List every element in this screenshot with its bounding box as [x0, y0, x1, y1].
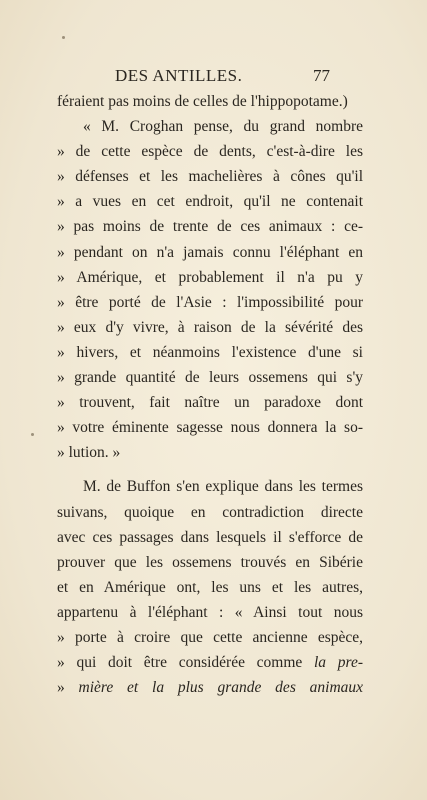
text-line	[57, 650, 363, 675]
text-line	[57, 164, 363, 189]
text-line	[57, 139, 363, 164]
text-line	[57, 340, 363, 365]
text-line-content: » trouvent, fait naître un paradoxe dont	[57, 394, 363, 412]
text-line	[57, 625, 363, 650]
text-line-content: » porte à croire que cette ancienne espèce,	[57, 628, 363, 646]
text-line-content: » qui doit être considérée comme	[57, 654, 303, 672]
text-line-content: »	[57, 679, 79, 697]
text-line-content: » pendant on n'a jamais connu l'éléphant en	[57, 243, 363, 261]
italic-text: mière et la plus grande des animaux	[78, 679, 363, 697]
text-line-content: » défenses et les machelières à cônes qu'il	[57, 168, 363, 186]
text-line-content: » votre éminente sagesse nous donnera la so-	[57, 419, 363, 437]
text-line-content: et en Amérique ont, les uns et les autres,	[57, 578, 363, 596]
text-line-content: « M. Croghan pense, du grand nombre	[83, 118, 363, 136]
text-line	[57, 214, 363, 239]
text-line-content: prouver que les ossemens trouvés en Sibérie	[57, 553, 363, 571]
text-line	[57, 290, 363, 315]
text-line-content: » grande quantité de leurs ossemens qui s'y	[57, 369, 363, 387]
text-line	[57, 189, 363, 214]
ink-spot	[62, 36, 65, 39]
text-line	[57, 575, 363, 600]
text-line-content: » eux d'y vivre, à raison de la sévérité des	[57, 318, 363, 336]
text-line-content: » être porté de l'Asie : l'impossibilité pour	[57, 293, 363, 311]
text-line	[57, 550, 363, 575]
text-line-content: suivans, quoique en contradiction directe	[57, 503, 363, 521]
text-line-content: » lution. »	[57, 444, 121, 462]
paragraph-gap	[57, 465, 363, 474]
text-line-content: » hivers, et néanmoins l'existence d'une si	[57, 343, 363, 361]
running-title: DES ANTILLES.	[115, 66, 243, 85]
italic-text: la pre-	[313, 654, 363, 672]
text-line	[57, 500, 363, 525]
text-line-content: » de cette espèce de dents, c'est-à-dire les	[57, 143, 363, 161]
text-line	[57, 365, 363, 390]
text-line	[57, 114, 363, 139]
text-line	[57, 415, 363, 440]
text-line-content: » pas moins de trente de ces animaux : ce-	[57, 218, 363, 236]
ink-spot	[31, 433, 34, 436]
text-line	[57, 440, 363, 465]
text-line-content: féraient pas moins de celles de l'hippopotame.)	[57, 93, 348, 110]
text-line	[57, 675, 363, 700]
page-header	[115, 66, 330, 86]
page-number: 77	[313, 66, 330, 85]
text-line	[57, 265, 363, 290]
text-line	[57, 390, 363, 415]
text-line-content: » a vues en cet endroit, qu'il ne contenait	[57, 193, 363, 211]
body-text	[57, 89, 363, 700]
text-line	[57, 474, 363, 499]
text-line	[57, 600, 363, 625]
text-line	[57, 89, 363, 114]
text-line	[57, 315, 363, 340]
text-line-content: » Amérique, et probablement il n'a pu y	[57, 268, 363, 286]
text-line	[57, 240, 363, 265]
text-line-content: avec ces passages dans lesquels il s'efforce de	[57, 528, 363, 546]
text-line-content: M. de Buffon s'en explique dans les termes	[83, 478, 363, 496]
text-line	[57, 525, 363, 550]
text-line-content: appartenu à l'éléphant : « Ainsi tout nous	[57, 603, 363, 621]
